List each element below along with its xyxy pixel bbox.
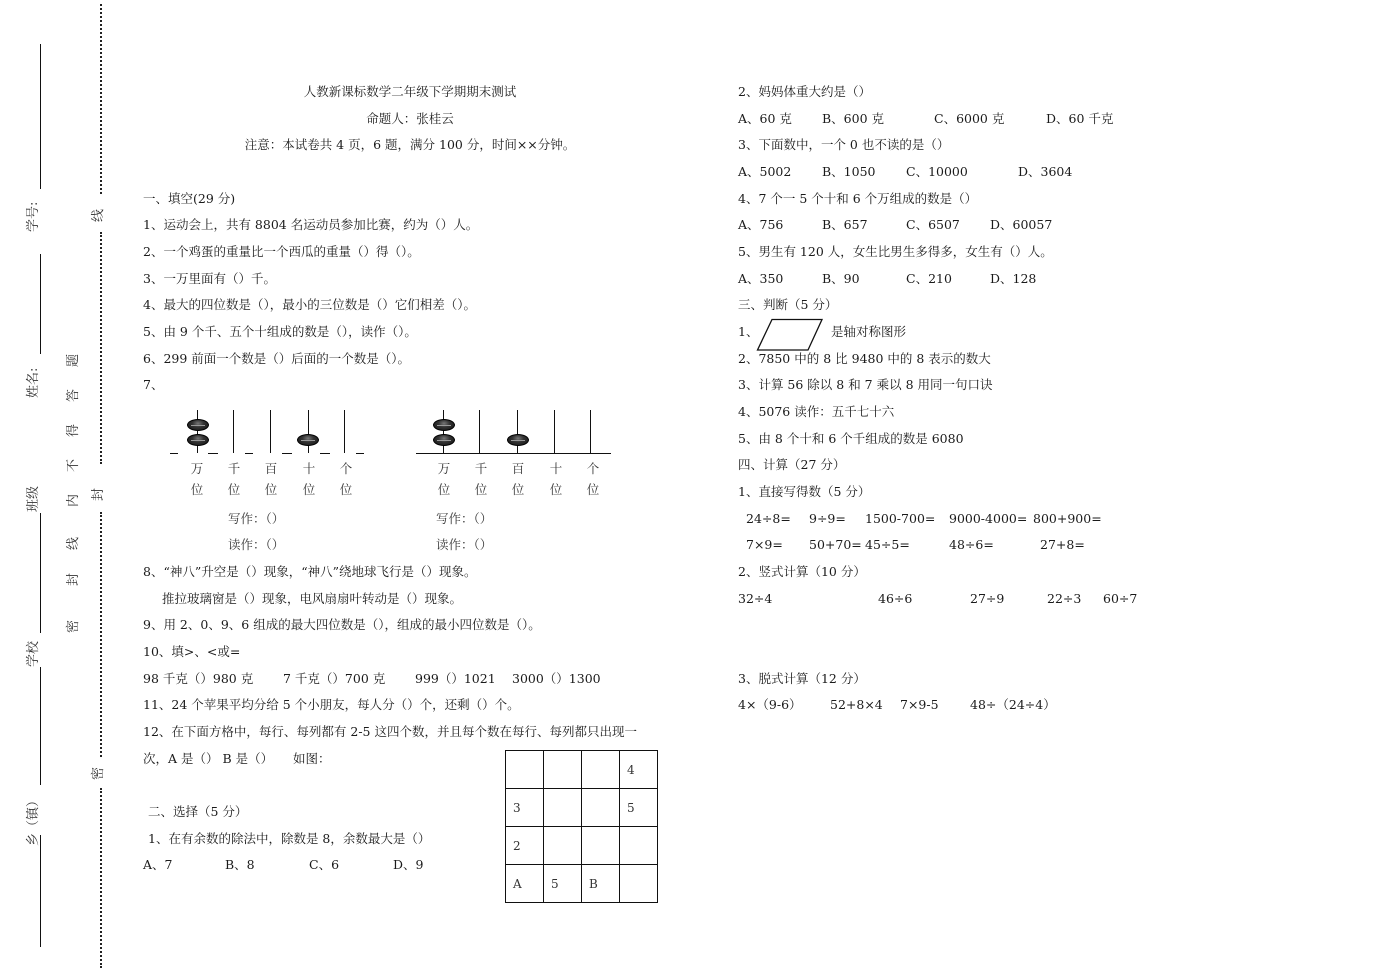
calc-part3-heading: 3、脱式计算（12 分） — [738, 671, 866, 686]
abacus-bead — [433, 434, 455, 446]
abacus-2-write: 写作：（） — [436, 511, 493, 526]
abacus-rod — [197, 410, 198, 453]
option: B、600 克 — [822, 111, 885, 126]
option: A、7 — [143, 857, 173, 872]
vertical-calc-item: 46÷6 — [878, 591, 913, 606]
option: D、9 — [393, 857, 424, 872]
calc-item: 50+70= — [809, 537, 862, 552]
option: C、6507 — [906, 217, 960, 232]
question-1-10-item: 7 千克（）700 克 — [283, 671, 386, 686]
abacus-rod — [479, 410, 480, 453]
abacus-bead — [507, 434, 529, 446]
calc-item: 9000-4000= — [949, 511, 1028, 526]
question-3-1-prefix: 1、 — [738, 324, 759, 339]
seal-label-feng: 封 — [91, 487, 106, 501]
question-1-9: 9、用 2、0、9、6 组成的最大四位数是（），组成的最小四位数是（）。 — [143, 617, 541, 632]
calc-part2-heading: 2、竖式计算（10 分） — [738, 564, 866, 579]
step-calc-item: 4×（9-6） — [738, 697, 802, 712]
student-id-underline — [40, 44, 41, 189]
student-id-label: 学号: — [26, 201, 41, 232]
calc-item: 800+900= — [1033, 511, 1102, 526]
question-1-10-item: 999（）1021 — [415, 671, 496, 686]
seal-char-mi: 密 — [66, 619, 81, 633]
question-3-2: 2、7850 中的 8 比 9480 中的 8 表示的数大 — [738, 351, 991, 366]
option: B、8 — [225, 857, 255, 872]
seal-dotted-line-mid — [100, 232, 102, 464]
calc-item: 45÷5= — [865, 537, 910, 552]
question-2-4: 4、7 个一 5 个十和 6 个万组成的数是（） — [738, 191, 978, 206]
option: C、6 — [309, 857, 340, 872]
question-3-3: 3、计算 56 除以 8 和 7 乘以 8 用同一句口诀 — [738, 377, 993, 392]
question-3-1-suffix: 是轴对称图形 — [831, 324, 907, 339]
step-calc-item: 7×9-5 — [900, 697, 939, 712]
grid-cell — [544, 751, 582, 789]
question-2-1: 1、在有余数的除法中，除数是 8，余数最大是（） — [148, 831, 431, 846]
name-label: 姓名: — [26, 367, 41, 398]
question-1-3: 3、一万里面有（）千。 — [143, 271, 276, 286]
place-wei: 位 — [302, 482, 316, 497]
place-label-bai: 百 — [264, 461, 278, 476]
abacus-1-read: 读作：（） — [228, 537, 285, 552]
option: A、5002 — [738, 164, 792, 179]
section3-heading: 三、判断（5 分） — [738, 297, 838, 312]
class-underline — [40, 513, 41, 633]
class-label: 班级 — [26, 485, 41, 512]
seal-char-ti: 题 — [66, 353, 81, 367]
place-label-wan: 万 — [190, 461, 204, 476]
grid-cell: 3 — [506, 789, 544, 827]
abacus-rod — [443, 410, 444, 453]
question-2-2: 2、妈妈体重大约是（） — [738, 84, 871, 99]
abacus-rod — [270, 410, 271, 453]
option: B、90 — [822, 271, 860, 286]
grid-cell — [544, 827, 582, 865]
place-label-qian: 千 — [474, 461, 488, 476]
question-1-5: 5、由 9 个千、五个十组成的数是（），读作（）。 — [143, 324, 417, 339]
question-1-11: 11、24 个苹果平均分给 5 个小朋友，每人分（）个，还剩（）个。 — [143, 697, 520, 712]
section4-heading: 四、计算（27 分） — [738, 457, 846, 472]
abacus-rod — [344, 410, 345, 453]
calc-part1-heading: 1、直接写得数（5 分） — [738, 484, 871, 499]
calc-item: 48÷6= — [949, 537, 994, 552]
grid-cell — [620, 865, 658, 903]
option: D、60 千克 — [1046, 111, 1114, 126]
exam-notice: 注意：本试卷共 4 页，6 题，满分 100 分，时间××分钟。 — [244, 137, 576, 152]
option: B、1050 — [822, 164, 876, 179]
grid-cell: 5 — [544, 865, 582, 903]
exam-title: 人教新课标数学二年级下学期期末测试 — [303, 84, 517, 99]
abacus-rod — [517, 410, 518, 453]
name-underline — [40, 254, 41, 354]
school-label: 学校 — [26, 640, 41, 667]
place-wei: 位 — [586, 482, 600, 497]
calc-item: 27+8= — [1040, 537, 1085, 552]
seal-char-xian: 线 — [66, 536, 81, 550]
question-1-10-item: 98 千克（）980 克 — [143, 671, 254, 686]
place-label-shi: 十 — [302, 461, 316, 476]
question-1-8a: 8、“神八”升空是（）现象，“神八”绕地球飞行是（）现象。 — [143, 564, 477, 579]
option: B、657 — [822, 217, 868, 232]
abacus-rod — [308, 410, 309, 453]
grid-cell — [620, 827, 658, 865]
option: A、60 克 — [738, 111, 792, 126]
question-1-7: 7、 — [143, 377, 164, 392]
question-3-5: 5、由 8 个十和 6 个千组成的数是 6080 — [738, 431, 964, 446]
question-1-1: 1、运动会上，共有 8804 名运动员参加比赛，约为（）人。 — [143, 217, 479, 232]
place-wei: 位 — [339, 482, 353, 497]
place-wei: 位 — [264, 482, 278, 497]
question-3-4: 4、5076 读作：五千七十六 — [738, 404, 895, 419]
exam-author: 命题人：张桂云 — [366, 111, 454, 126]
place-wei: 位 — [227, 482, 241, 497]
place-wei: 位 — [511, 482, 525, 497]
abacus-rod — [590, 410, 591, 453]
step-calc-item: 52+8×4 — [830, 697, 883, 712]
seal-char-de: 得 — [66, 423, 81, 437]
option: D、3604 — [1018, 164, 1073, 179]
place-label-bai: 百 — [511, 461, 525, 476]
place-label-wan: 万 — [437, 461, 451, 476]
grid-cell — [582, 751, 620, 789]
option: A、756 — [738, 217, 784, 232]
option: C、10000 — [906, 164, 968, 179]
grid-cell — [582, 827, 620, 865]
vertical-calc-item: 22÷3 — [1047, 591, 1082, 606]
seal-char-da: 答 — [66, 388, 81, 402]
abacus-2-read: 读作：（） — [436, 537, 493, 552]
parallelogram-figure — [756, 318, 824, 352]
grid-cell: B — [582, 865, 620, 903]
seal-label-xian: 线 — [91, 208, 106, 222]
seal-char-nei: 内 — [66, 493, 81, 507]
question-1-12a: 12、在下面方格中，每行、每列都有 2-5 这四个数，并且每个数在每行、每列都只出现一 — [143, 724, 637, 739]
seal-dotted-line-bottom — [100, 788, 102, 968]
place-label-ge: 个 — [339, 461, 353, 476]
place-wei: 位 — [474, 482, 488, 497]
question-1-8b: 推拉玻璃窗是（）现象，电风扇扇叶转动是（）现象。 — [162, 591, 463, 606]
option: C、210 — [906, 271, 952, 286]
section2-heading: 二、选择（5 分） — [148, 804, 248, 819]
option: D、128 — [990, 271, 1037, 286]
grid-cell: 5 — [620, 789, 658, 827]
abacus-bead — [187, 419, 209, 431]
seal-dotted-line-lower — [100, 512, 102, 757]
abacus-rod — [554, 410, 555, 453]
grid-cell — [544, 789, 582, 827]
calc-item: 1500-700= — [865, 511, 936, 526]
question-1-12b: 次，A 是（） B 是（） 如图： — [143, 751, 331, 766]
section1-heading: 一、填空(29 分) — [143, 191, 236, 206]
question-1-2: 2、一个鸡蛋的重量比一个西瓜的重量（）得（）。 — [143, 244, 420, 259]
calc-item: 9÷9= — [809, 511, 846, 526]
option: D、60057 — [990, 217, 1053, 232]
seal-char-bu: 不 — [66, 458, 81, 472]
place-label-shi: 十 — [549, 461, 563, 476]
abacus-base — [416, 453, 611, 454]
abacus-1-write: 写作：（） — [228, 511, 285, 526]
calc-item: 7×9= — [746, 537, 783, 552]
seal-dotted-line-top — [100, 4, 102, 194]
grid-cell: A — [506, 865, 544, 903]
latin-square-grid — [505, 750, 658, 903]
question-2-5: 5、男生有 120 人，女生比男生多得多，女生有（）人。 — [738, 244, 1053, 259]
abacus-bead — [297, 434, 319, 446]
place-wei: 位 — [190, 482, 204, 497]
question-2-3: 3、下面数中，一个 0 也不读的是（） — [738, 137, 950, 152]
place-wei: 位 — [549, 482, 563, 497]
place-label-qian: 千 — [227, 461, 241, 476]
question-1-10-item: 3000（）1300 — [512, 671, 601, 686]
place-wei: 位 — [437, 482, 451, 497]
option: A、350 — [738, 271, 784, 286]
school-underline — [40, 667, 41, 785]
abacus-rod — [233, 410, 234, 453]
abacus-bead — [433, 419, 455, 431]
question-1-10: 10、填>、<或= — [143, 644, 241, 659]
option: C、6000 克 — [934, 111, 1005, 126]
abacus-bead — [187, 434, 209, 446]
step-calc-item: 48÷（24÷4） — [970, 697, 1056, 712]
township-label: 乡（镇） — [26, 793, 41, 846]
vertical-calc-item: 60÷7 — [1103, 591, 1138, 606]
seal-label-mi: 密 — [91, 766, 106, 780]
question-1-6: 6、299 前面一个数是（）后面的一个数是（）。 — [143, 351, 411, 366]
calc-item: 24÷8= — [746, 511, 791, 526]
grid-cell: 2 — [506, 827, 544, 865]
place-label-ge: 个 — [586, 461, 600, 476]
seal-char-feng: 封 — [66, 572, 81, 586]
grid-cell: 4 — [620, 751, 658, 789]
vertical-calc-item: 32÷4 — [738, 591, 773, 606]
township-underline — [40, 835, 41, 947]
grid-cell — [506, 751, 544, 789]
grid-cell — [582, 789, 620, 827]
question-1-4: 4、最大的四位数是（），最小的三位数是（）它们相差（）。 — [143, 297, 476, 312]
vertical-calc-item: 27÷9 — [970, 591, 1005, 606]
